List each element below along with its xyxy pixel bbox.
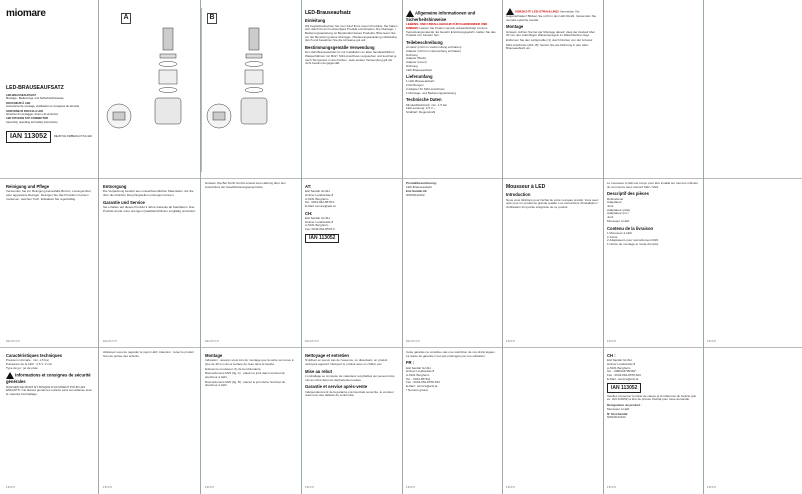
col-divider xyxy=(502,0,503,494)
row3-col5 xyxy=(406,351,499,393)
list-item: 2 Joints xyxy=(607,234,618,239)
entsorgung-heading: Entsorgung xyxy=(103,184,127,189)
col-divider xyxy=(703,0,704,494)
row3-col3 xyxy=(205,351,298,388)
fr-eisl-nr-value: NWK0012102 xyxy=(607,415,626,420)
address-line: Eisl Sanitär GmbH xyxy=(305,189,330,194)
fr-step: Enlevez le mousseur (1) de la robinetterie. xyxy=(205,366,262,371)
address-line: Hintner Landstraße 8 xyxy=(305,219,334,224)
address-line: A-5101 Bergheim xyxy=(607,365,631,370)
tech-key: Strahlart: xyxy=(406,109,419,114)
address-line: Tel. : 0043-6578-0 xyxy=(406,376,431,381)
col-divider xyxy=(603,0,604,494)
fr-montage-heading: Montage xyxy=(205,353,223,358)
cover-sub-fr-desc: Instructions de montage, d'utilisation et consignes de sécurité xyxy=(6,105,80,109)
fr-montage-text: Indication : assurez-vous lors du montage que la sortie se trouve à plus de 30 mm de la surface de l'eau dans le lavabo. xyxy=(205,358,294,366)
page-footer: DE/AT/CH xyxy=(6,340,20,343)
reinigung-text: Verwenden Sie zur Reinigung keinesfalls Benzin, Lösungsmittel oder aggressive Reiniger. Reinigen Sie das Produkt mit einem trockenen, weichen Tuch. Entkalken Sie regelmäßig. xyxy=(6,189,91,201)
address-line: Tel. : 00800-8795462* xyxy=(607,369,637,374)
row2-col2 xyxy=(103,182,196,213)
fr-rebut-text: L'emballage se compose de matériaux recyclables qui peuvent être mis au rebut dans les déchetteries locales. xyxy=(305,373,395,382)
cover-title: LED-BRAUSEAUFSATZ xyxy=(6,84,64,91)
garantie-text: Sie erhalten auf dieses Produkt 3 Jahre Garantie ab Kaufdatum. Das Produkt wurde unter strengen Qualitätsrichtlinien sorgfältig produziert. xyxy=(103,204,196,213)
address-line: Eisl Sanitär GmbH xyxy=(607,358,632,363)
row3-col6 xyxy=(607,351,700,420)
page-footer: FR/CH xyxy=(406,486,416,489)
list-item: Dichtung xyxy=(406,52,418,57)
row2-col3 xyxy=(205,182,298,189)
eisl-nr-value: NWK0012102 xyxy=(406,193,425,198)
cover-panel xyxy=(6,8,94,143)
address-line: A-5101 Bergheim xyxy=(305,223,329,228)
warning-icon xyxy=(406,10,414,17)
fr-eisl-nr-label: N° Eisl-Sanitär xyxy=(607,411,628,416)
row3-col4 xyxy=(305,351,398,398)
reinigung-heading: Reinigung und Pflege xyxy=(6,184,50,189)
list-item: Adapter (Buch) xyxy=(406,56,427,61)
tech-key: Puissance de la LED : xyxy=(6,361,36,366)
list-item: Adaptateur (côté) xyxy=(607,207,631,212)
warn-children: LEBENS- UND UNFALLGEFAHR FÜR KLEINKINDER UND KINDER! xyxy=(406,22,488,30)
list-item: 1 LED-Brauseaufsatz xyxy=(406,79,435,84)
tech-val: min. 1,5 bar xyxy=(431,102,448,107)
cover-sub-it: SOFFIONE DI DOCCIA A LED xyxy=(6,109,44,113)
fr-desc-heading: Descriptif des pièces xyxy=(607,191,649,197)
address-line: E-Mail: service@eisl.at xyxy=(305,204,336,209)
fr-info-text: DANGER DE MORT ET RISQUE D'ACCIDENT POUR LES ENFANTS ! Ne laissez jamais les enfants sans surveillance avec le matériel d'emballage. xyxy=(6,384,93,397)
bestimmung-heading: Bestimmungsgemäße Verwendung xyxy=(305,45,375,51)
list-item: Joint xyxy=(607,204,614,209)
cover-sub-en-desc: Assembly, operating and safety instructions xyxy=(6,120,58,124)
einleitung-text: Wir beglückwünschen Sie zum Kauf Ihres neuen Produkts. Sie haben sich damit für ein hochwertiges Produkt entschieden. Die Montage- / Bedienungsanleitung ist Bestandteil dieses Produkts. Bitte lesen Sie vor der Benutzung diese Montage- / Bedienungsanleitung vollständig durch und bewahren Sie die Hinweise gut auf. xyxy=(305,23,398,43)
fr-addr-heading: FR : xyxy=(406,360,415,366)
fr-ch-heading: CH : xyxy=(607,353,616,358)
page-footer: FR/CH xyxy=(607,486,617,489)
row2-col7 xyxy=(607,182,700,247)
entsorgung-text: Die Verpackung besteht aus umweltfreundlichen Materialien, die Sie über die örtlichen Recyclingstellen entsorgen können. xyxy=(103,189,194,197)
row-divider-2 xyxy=(0,347,802,348)
address-line: Hintner Landstraße 8 xyxy=(406,369,435,374)
einleitung-heading: Einleitung xyxy=(305,18,326,24)
montage-step-2: M24-Anschluss (Abb. B): Setzen Sie die Dichtung in den LED-Brauseaufsatz ein. xyxy=(506,42,589,51)
fr-step: Raccordement M24 (fig. A) : placez le joint dans l'embout du doucheur à LED. xyxy=(205,371,285,380)
warn-heading: Allgemeine Informationen und Sicherheitshinweise xyxy=(406,10,476,22)
cover-langs: DE/AT/CH FR/BE/CH IT/CH EN xyxy=(53,135,92,139)
eisl-nr-label: Eisl Sanitär-Nr. xyxy=(406,189,428,194)
list-item: Adaptateur xyxy=(607,200,622,205)
list-item: Adapter (nicht im Lieferumfang enthalten) xyxy=(406,49,462,54)
page-footer: FR/CH xyxy=(506,486,516,489)
col-divider xyxy=(98,0,99,494)
list-item: 2 Adaptateurs pour raccordement M24 xyxy=(607,238,659,243)
list-item: 1 Mousseur à LED xyxy=(607,230,632,235)
list-item: 1 Notice de montage et mode d'emploi xyxy=(607,241,659,246)
teile-heading: Teilebeschreibung xyxy=(406,40,443,46)
ch-heading: CH: xyxy=(305,210,313,216)
row2-col4 xyxy=(305,182,398,243)
tech-heading: Technische Daten xyxy=(406,97,442,103)
col4-row1 xyxy=(406,8,499,115)
fr-garantie-more: Cette garantie ne constitue pas une restriction de vos droits légaux. La durée de garantie n'est pas prolongée par une utilisation. xyxy=(406,350,496,358)
col3-row1 xyxy=(305,8,398,66)
fr-garantie-text: Indépendamment de la garantie commerciale souscrite, le vendeur reste tenu des défauts de conformité. xyxy=(305,389,394,398)
page-footer: FR/CH xyxy=(6,486,16,489)
list-item: Adapter (innen) xyxy=(406,60,427,65)
fr-intro-heading: Introduction xyxy=(506,192,531,198)
liefer-heading: Lieferumfang xyxy=(406,74,433,80)
fr-garantie-heading: Garantie et service après-vente xyxy=(305,384,368,390)
row2-col1 xyxy=(6,182,94,201)
cover-sub-it-desc: Istruzioni di montaggio, d'uso e di sicurezza xyxy=(6,113,58,117)
row3-col2 xyxy=(103,351,196,358)
address-line: Eisl Sanitär GmbH xyxy=(406,365,431,370)
figure-label-b: B xyxy=(207,13,217,24)
warn-body: Lassen Sie Kinder niemals unbeaufsichtigt mit dem Verpackungsmaterial. Es besteht Erstickungsgefahr. Halten Sie das Produkt von Kindern fern. xyxy=(406,25,496,38)
ian-badge: IAN 113052 xyxy=(607,383,641,392)
col-divider xyxy=(402,0,403,494)
list-item: Dichtung xyxy=(406,63,418,68)
page-footer: DE/AT/CH xyxy=(205,340,219,343)
page-footer: DE/AT/CH xyxy=(305,340,319,343)
fr-nettoyage-text: N'utilisez en aucun cas de l'essence, un dissolvant, un produit nettoyant agressif. Nettoyez le produit avec un chiffon sec. xyxy=(305,358,388,366)
warning-icon xyxy=(6,372,14,379)
product-value: LED-Brauseaufsatz xyxy=(406,184,433,189)
at-heading: AT: xyxy=(305,184,312,189)
page-footer: DE/AT/CH xyxy=(103,340,117,343)
cover-sub-en: LED KITCHEN TAP CONNECTOR xyxy=(6,117,48,121)
fr-intro-text: Nous vous félicitons pour l'achat de votre nouveau produit. Vous avez opté pour un produit de grande qualité. Les instructions d'installation / d'utilisation font partie intégrante de ce produit. xyxy=(506,197,599,209)
tech-key: Mindestfließdruck: xyxy=(406,102,431,107)
page-footer: DE/AT/CH xyxy=(406,340,420,343)
row-divider-1 xyxy=(0,178,802,179)
ian-badge: IAN 113052 xyxy=(305,234,339,243)
haftung-text: Hinweis: Die Bei Smith GmbH erweist eine Haftung über den Ausschluss der Gewährleistungsansprüche. xyxy=(205,181,286,189)
list-item: 2 Adapter für M24-Anschluss xyxy=(406,86,445,91)
page-footer: FR/CH xyxy=(305,486,315,489)
tech-val: min. 1,5 bar xyxy=(33,358,49,363)
cover-sub-de: LED-BRAUSEAUFSATZ xyxy=(6,94,36,97)
tech-val: jet de pluie xyxy=(23,365,38,370)
page-footer: FR/CH xyxy=(707,340,717,343)
fr-led-warn: Abstenez-vous de regarder le rayon LED. Attention : tenez le produit hors de portée des enfants. xyxy=(103,350,194,358)
page-footer: FR/CH xyxy=(607,340,617,343)
page-footer: FR/CH xyxy=(707,486,717,489)
fr-usage-text: Le mousseur à LED est conçu pour être installé sur tous les robinets du commerce avec raccord M22 / M24. xyxy=(607,181,698,189)
list-item: Robinetterie xyxy=(607,196,624,201)
address-line: Eisl Sanitär GmbH xyxy=(305,216,330,221)
montage-heading: Montage xyxy=(506,24,524,30)
page-footer: FR/CH xyxy=(205,486,215,489)
fr-info-heading: Informations et consignes de sécurité générales xyxy=(6,372,91,385)
figure-label-a: A xyxy=(121,13,131,24)
row2-col6 xyxy=(506,182,599,210)
teile-list xyxy=(406,46,499,72)
address-line: Hintner Landstraße 8 xyxy=(305,192,334,197)
row3-col1 xyxy=(6,351,94,397)
address-line: A-5101 Bergheim xyxy=(305,196,329,201)
tech-val: 2,5 V, 0 mA xyxy=(36,361,52,366)
led-warn-body: Vermeiden Sie Augenschäden! Blicken Sie nicht in den LED-Strahl. Verwenden Sie niemals optische Geräte. xyxy=(506,9,597,22)
list-item: Armatur (nicht im Lieferumfang enthalten) xyxy=(406,45,462,50)
figure-panel xyxy=(103,8,296,172)
list-item: Joint xyxy=(607,215,614,220)
montage-step-1: Entfernen Sie den Luftsprudler (1) durch Drehen von der Armatur. xyxy=(506,38,594,43)
fr-designation-label: Désignation du produit : xyxy=(607,403,642,408)
tech-key: Type de jet : xyxy=(6,365,23,370)
fr-receipt-text: Veuillez conserver le ticket de caisse et la référence de l'article (par ex. IAN 113052) à titre de preuve d'achat pour toute demande. xyxy=(607,393,697,402)
address-line: Fax: 0043-662-8578-0 xyxy=(305,227,335,232)
col-divider xyxy=(301,0,302,494)
address-line: E-Mail : service@eisl.at xyxy=(406,384,438,389)
list-item: 1 Montage- und Bedienungsanleitung xyxy=(406,90,456,95)
led-warn-heading: VORSICHT! LED-STRAHLUNG! xyxy=(514,9,560,14)
fr-nettoyage-heading: Nettoyage et entretien xyxy=(305,353,349,358)
tap-connector-illustration xyxy=(103,8,296,172)
address-line: Hintner Landstraße 8 xyxy=(607,361,636,366)
fr-step: Raccordement M22 (fig. B) : placez le joint dans l'embout du doucheur à LED. xyxy=(205,379,286,388)
address-line: Fax : 0043-662-8578-620 xyxy=(406,380,440,385)
tech-val: 2,5 V ~ xyxy=(425,106,436,111)
fr-rebut-heading: Mise au rebut xyxy=(305,368,332,374)
col3-title: LED-Brauseaufsatz xyxy=(305,10,351,16)
list-item: Mousseur à LED xyxy=(607,218,630,223)
list-item: LED-Brauseaufsatz xyxy=(406,67,433,72)
brand-logo: miomare xyxy=(6,8,46,19)
page-footer: FR/CH xyxy=(506,340,516,343)
address-line: Tel.: 0043-662-8578-0 xyxy=(305,200,335,205)
address-line: Fax : 0043-662-8578-620 xyxy=(607,373,641,378)
cover-ian: IAN 113052 xyxy=(6,131,51,143)
cover-sub-fr: DOUCHEUR À LED xyxy=(6,101,31,105)
cover-sub-de-desc: Montage-, Bedienungs- und Sicherheitshinweise xyxy=(6,97,64,101)
list-item: 2 Dichtungen xyxy=(406,83,424,88)
product-label: Produktbezeichnung: xyxy=(406,181,437,185)
fr-title: Mousseur à LED xyxy=(506,184,546,190)
fr-cont-heading: Contenu de la livraison xyxy=(607,225,654,231)
col5-row1 xyxy=(506,8,599,51)
fr-tech-heading: Caractéristiques techniques xyxy=(6,353,63,358)
address-line: E-Mail : service@eisl.at xyxy=(607,376,639,381)
garantie-heading: Garantie und Service xyxy=(103,199,145,205)
page-footer: FR/CH xyxy=(103,486,113,489)
tech-key: LED-Leistung: xyxy=(406,106,426,111)
montage-text: Hinweis: Achten Sie bei der Montage darauf, dass der Auslauf über 30 mm des zukünftigen Wasserspiegels im Waschbecken liegt. xyxy=(506,29,596,38)
bestimmung-text: Der LED-Brauseaufsatz ist zur Installation an allen handelsüblichen Wasserhähnen mit M22 / M24-Anschluss vorgesehen und leuchtet je nach Temperatur in drei Farben. Jede andere Verwendung gilt als nicht bestimmungsgemäß. xyxy=(305,50,397,66)
address-line: A-5101 Bergheim xyxy=(406,373,430,378)
tech-val: Regenstrahl xyxy=(419,109,436,114)
list-item: Adaptateur (int.) xyxy=(607,211,629,216)
address-line: * Numéro gratuit xyxy=(406,387,428,392)
tech-key: Pression minimale : xyxy=(6,358,33,363)
fr-designation-value: Mousseur à LED xyxy=(607,406,630,411)
row2-col5 xyxy=(406,182,499,198)
